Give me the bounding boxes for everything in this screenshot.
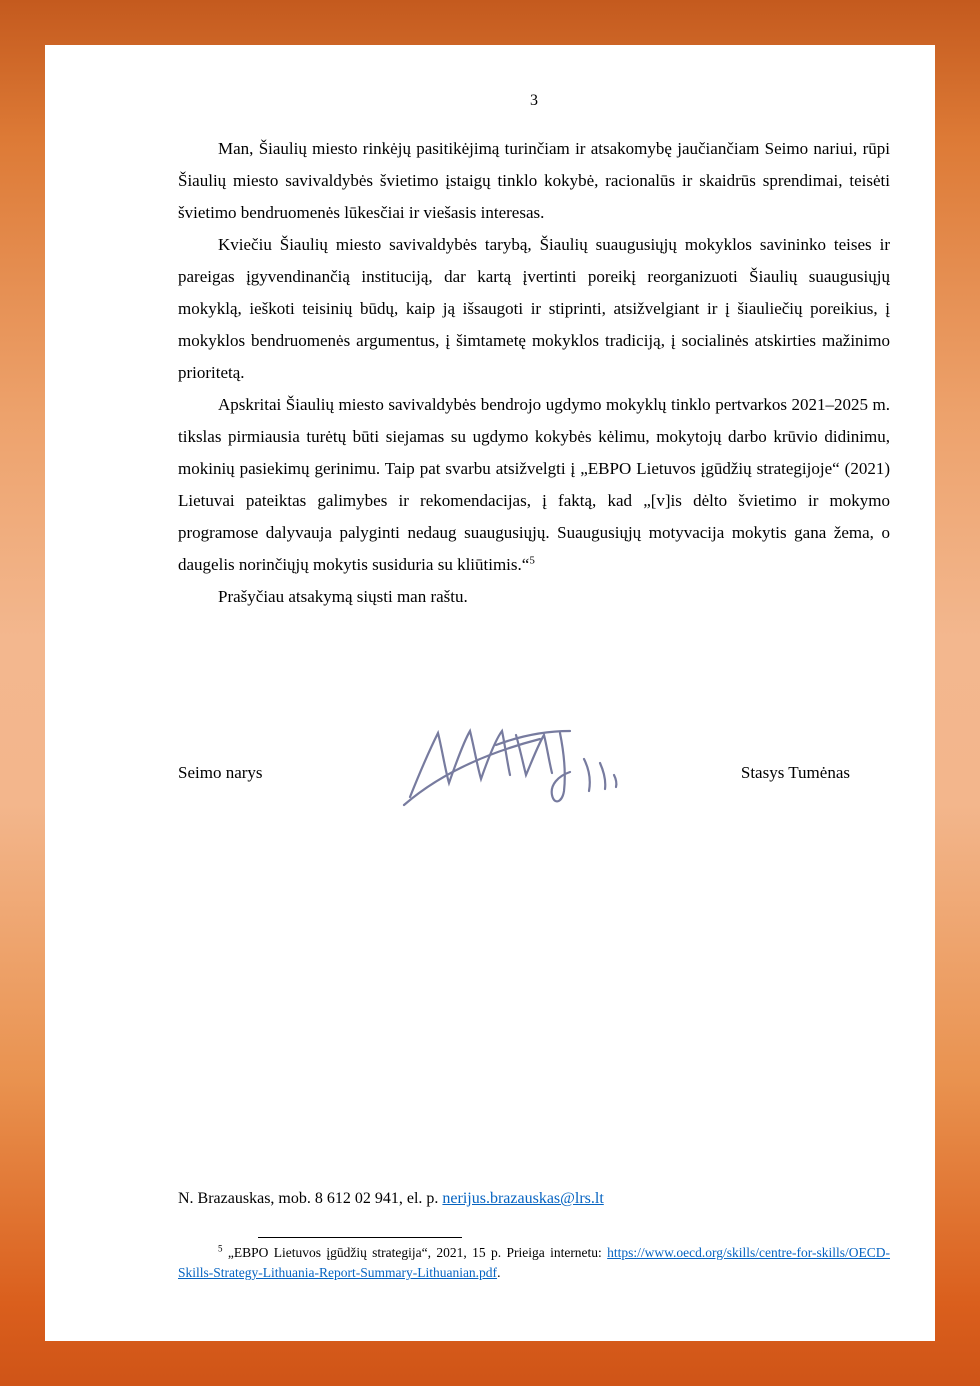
signature-image: [400, 713, 640, 813]
paragraph: Kviečiu Šiaulių miesto savivaldybės tarybą, Šiaulių suaugusiųjų mokyklos savininko teises ir pareigas įgyvendinančią instituciją, dar kartą įvertinti poreikį reorganizuoti Šiaulių suaugusiųjų mokyklą, ieškoti teisinių būdų, kaip ją išsaugoti ir stiprinti, atsižvelgiant ir į šiauliečių poreikius, į mokyklos bendruomenės argumentus, į šimtametę mokyklos tradiciją, į socialinės atskirties mažinimo prioritetą.: [178, 235, 890, 382]
contact-text: N. Brazauskas, mob. 8 612 02 941, el. p.: [178, 1190, 443, 1207]
contact-line: [178, 1188, 890, 1209]
page-number: 3: [530, 92, 538, 109]
signature-row: [178, 763, 890, 783]
footnote-text: „EBPO Lietuvos įgūdžių strategija“, 2021, 15 p. Prieiga internetu:: [222, 1245, 608, 1260]
letter-body: [178, 133, 890, 613]
email-link[interactable]: nerijus.brazauskas@lrs.lt: [442, 1190, 604, 1207]
document-page: [45, 45, 935, 1341]
paragraph: [178, 389, 890, 581]
footnote-separator: [258, 1237, 462, 1238]
paragraph: Prašyčiau atsakymą siųsti man raštu.: [218, 587, 468, 606]
footnote-ref: 5: [529, 554, 535, 567]
paragraph-text: Apskritai Šiaulių miesto savivaldybės bendrojo ugdymo mokyklų tinklo pertvarkos 2021–2025 m. tikslas pirmiausia turėtų būti siejamas su ugdymo kokybės kėlimu, mokytojų darbo krūvio didinimu, mokinių pasiekimų gerinimu. Taip pat svarbu atsižvelgti į „EBPO Lietuvos įgūdžių strategijoje“ (2021) Lietuvai pateiktas galimybes ir rekomendacijas, į faktą, kad „[v]is dėlto švietimo ir mokymo programose dalyvauja palyginti nedaug suaugusiųjų. Suaugusiųjų motyvacija mokytis gana žema, o daugelis norinčiųjų mokytis susiduria su kliūtimis.“: [178, 395, 890, 574]
footnote: [178, 1243, 890, 1283]
footnote-block: [178, 1237, 890, 1283]
signatory-name: Stasys Tumėnas: [740, 763, 850, 782]
footnote-suffix: .: [497, 1265, 501, 1280]
signatory-role: Seimo narys: [178, 763, 263, 782]
footnote-marker: 5: [218, 1243, 223, 1254]
footnote-url-link[interactable]: https://www.oecd.org/skills/centre-for-skills/OECD-Skills-Strategy-Lithuania-Report-Summary-Lithuanian.pdf: [178, 1245, 890, 1280]
paragraph: Man, Šiaulių miesto rinkėjų pasitikėjimą turinčiam ir atsakomybę jaučiančiam Seimo nariui, rūpi Šiaulių miesto savivaldybės švietimo įstaigų tinklo kokybė, racionalūs ir skaidrūs sprendimai, teisėti švietimo bendruomenės lūkesčiai ir viešasis interesas.: [178, 139, 890, 222]
